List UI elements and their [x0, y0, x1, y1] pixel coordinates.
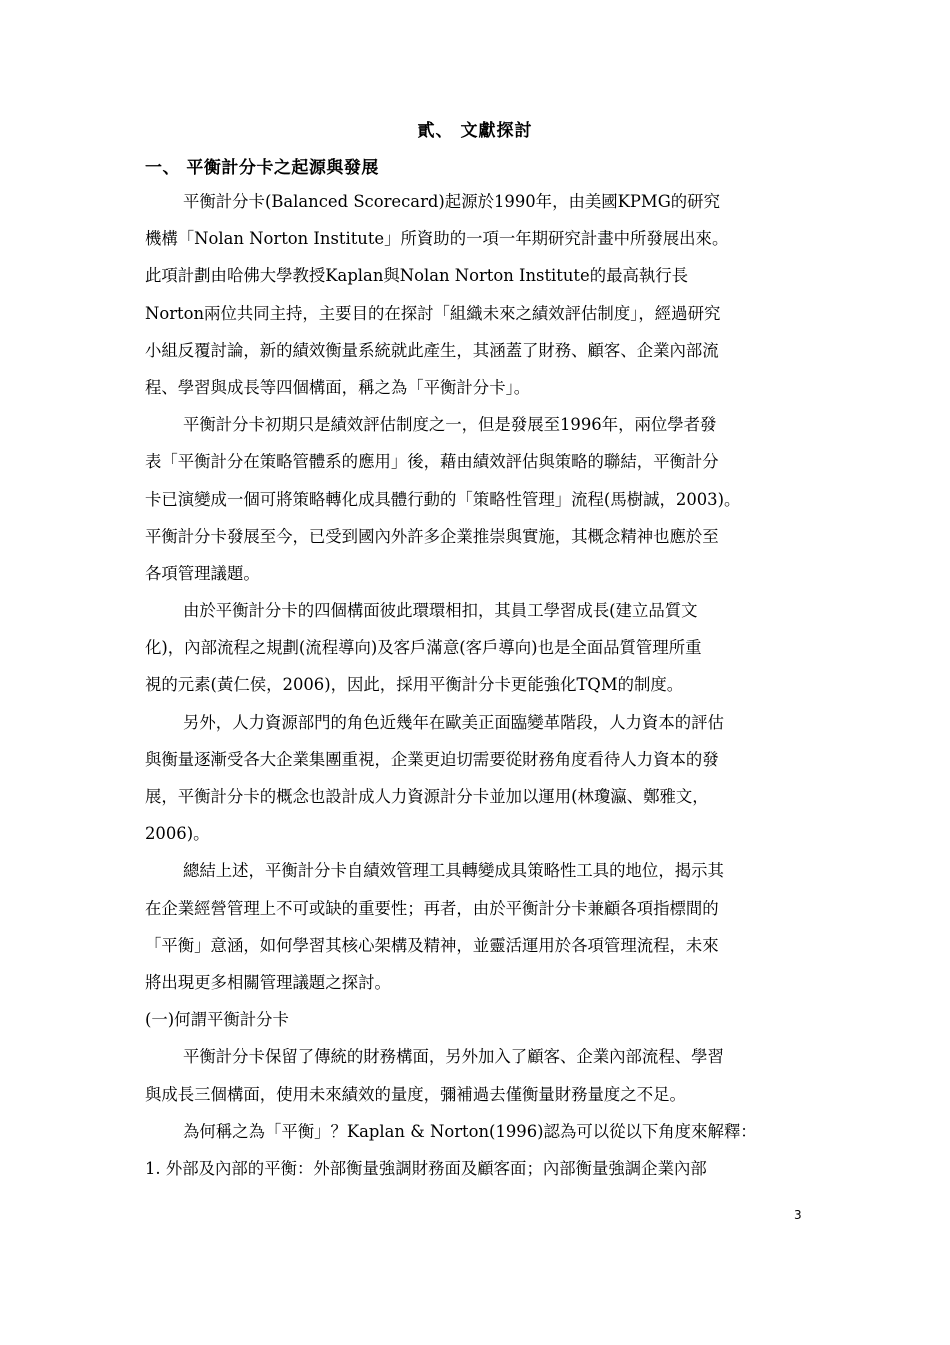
text-line: 平衡計分卡發展至今，已受到國內外許多企業推崇與實施，其概念精神也應於至 [145, 526, 719, 546]
subsection-heading: (一)何謂平衡計分卡 [145, 1010, 289, 1030]
text-line: 視的元素(黃仁侯，2006)，因此，採用平衡計分卡更能強化TQM的制度。 [145, 675, 684, 695]
text-line: 平衡計分卡(Balanced Scorecard)起源於1990年，由美國KPMG的研究 [183, 192, 720, 211]
text-line: 表「平衡計分在策略管體系的應用」後，藉由績效評估與策略的聯結，平衡計分 [145, 452, 719, 472]
text-line: 卡已演變成一個可將策略轉化成具體行動的「策略性管理」流程(馬樹誠，2003)。 [145, 489, 741, 509]
text-line: 此項計劃由哈佛大學教授Kaplan與Nolan Norton Institute的最高執行長 [145, 266, 689, 286]
text-line: 總結上述，平衡計分卡自績效管理工具轉變成具策略性工具的地位，揭示其 [183, 861, 724, 881]
text-line: 與衡量逐漸受各大企業集團重視，企業更迫切需要從財務角度看待人力資本的發 [145, 749, 719, 769]
text-line: 平衡計分卡保留了傳統的財務構面，另外加入了顧客、企業內部流程、學習 [183, 1047, 724, 1067]
text-line: 化)，內部流程之規劃(流程導向)及客戶滿意(客戶導向)也是全面品質管理所重 [145, 638, 702, 658]
text-line: 與成長三個構面，使用未來績效的量度，彌補過去僅衡量財務量度之不足。 [145, 1084, 686, 1104]
text-line: 「平衡」意涵，如何學習其核心架構及精神，並靈活運用於各項管理流程，未來 [145, 935, 719, 955]
text-line: 1. 外部及內部的平衡：外部衡量強調財務面及顧客面；內部衡量強調企業內部 [145, 1158, 707, 1178]
text-line: 機構「Nolan Norton Institute」所資助的一項一年期研究計畫中所發展出來。 [145, 229, 729, 249]
text-line: 展，平衡計分卡的概念也設計成人力資源計分卡並加以運用(林瓊瀛、鄭雅文， [145, 787, 709, 806]
body-text [145, 188, 807, 1192]
text-line: 由於平衡計分卡的四個構面彼此環環相扣，其員工學習成長(建立品質文 [183, 601, 698, 621]
text-line: 2006)。 [145, 824, 210, 844]
text-line: Norton兩位共同主持，主要目的在探討「組織未來之績效評估制度」，經過研究 [145, 303, 721, 323]
text-line: 平衡計分卡初期只是績效評估制度之一，但是發展至1996年，兩位學者發 [183, 415, 717, 435]
text-line: 小組反覆討論，新的績效衡量系統就此產生，其涵蓋了財務、顧客、企業內部流 [145, 340, 719, 360]
chapter-title: 貳、 文獻探討 [417, 121, 533, 141]
section-title: 一、 平衡計分卡之起源與發展 [145, 158, 379, 178]
text-line: 在企業經營管理上不可或缺的重要性；再者，由於平衡計分卡兼顧各項指標間的 [145, 898, 719, 918]
text-line: 將出現更多相關管理議題之探討。 [145, 972, 391, 992]
text-line: 程、學習與成長等四個構面，稱之為「平衡計分卡」。 [145, 377, 531, 397]
text-line: 為何稱之為「平衡」？Kaplan & Norton(1996)認為可以從以下角度來解釋： [183, 1121, 757, 1141]
text-line: 各項管理議題。 [145, 563, 260, 583]
page-number: 3 [794, 1208, 802, 1222]
text-line: 另外，人力資源部門的角色近幾年在歐美正面臨變革階段，人力資本的評估 [183, 712, 724, 732]
